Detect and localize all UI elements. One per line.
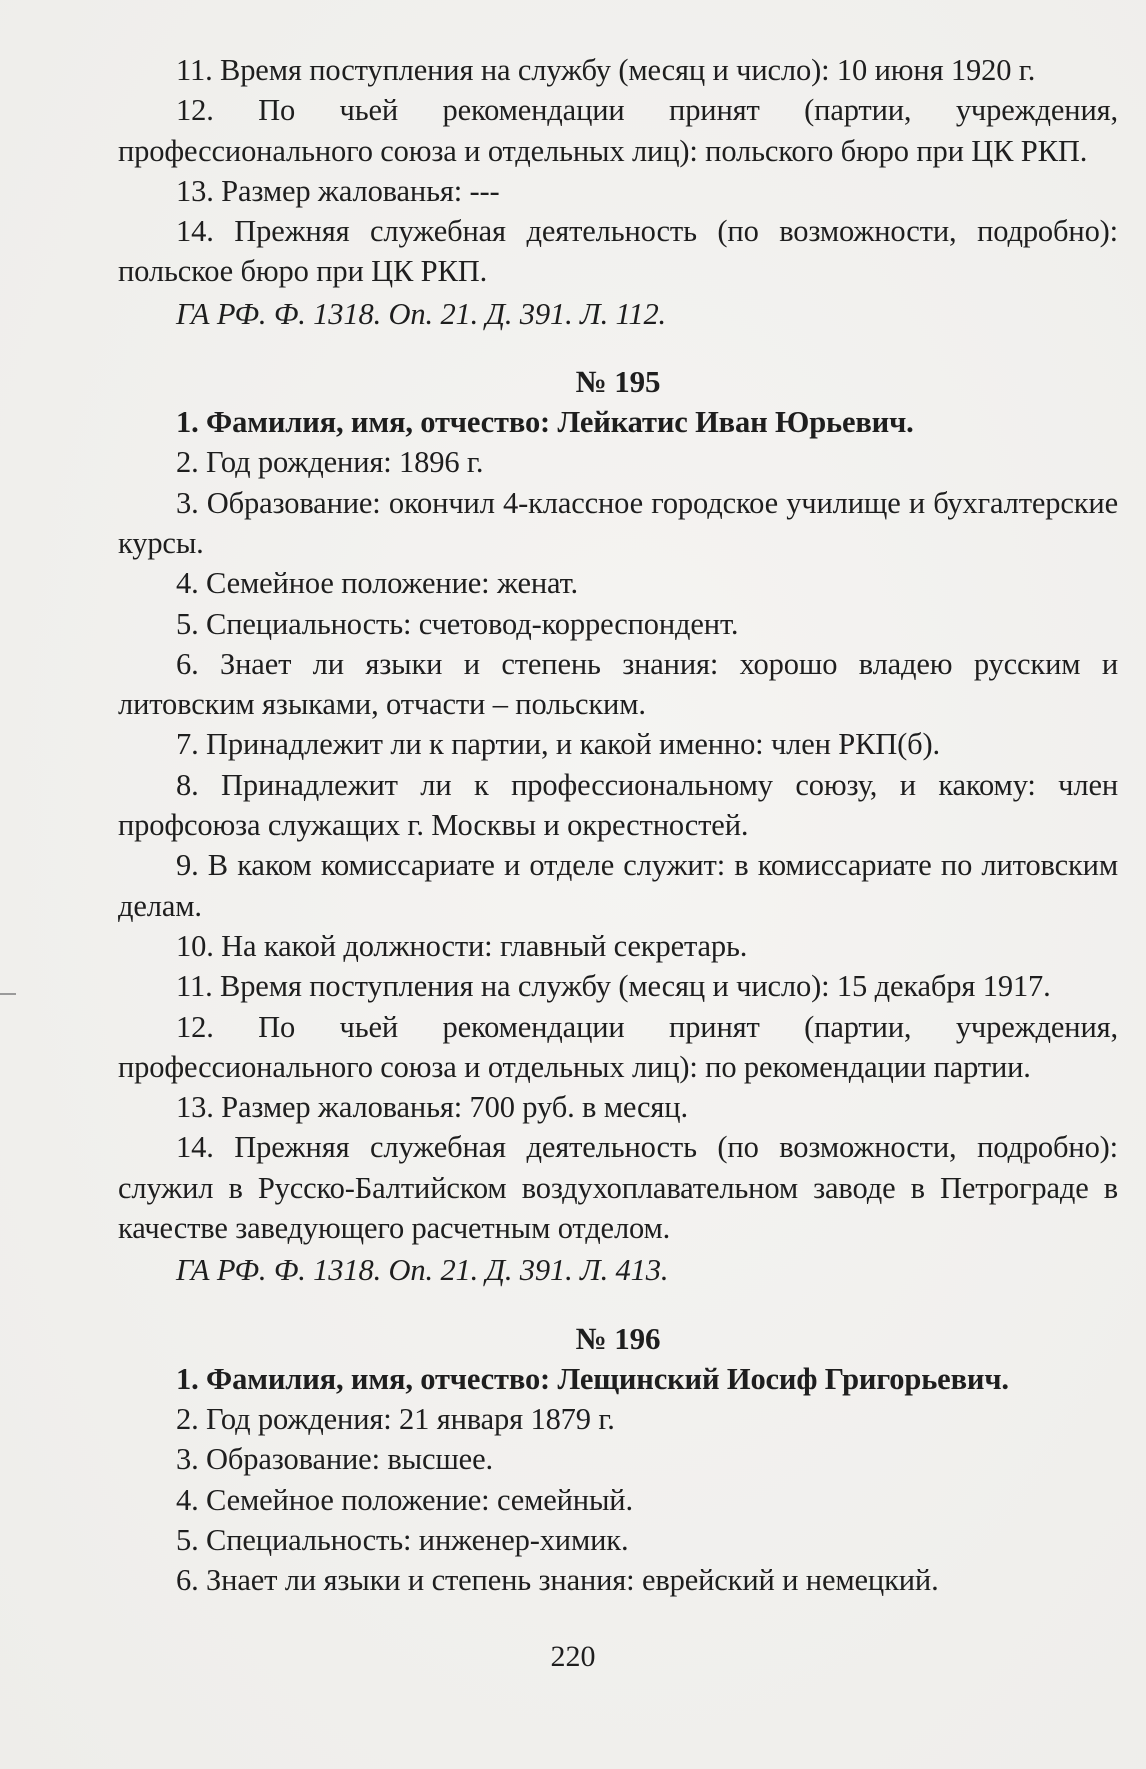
- doc195-item-12: 12. По чьей рекомендации принят (партии, учреждения, профессионального союза и отдельных лиц): по рекомендации партии.: [118, 1009, 1118, 1084]
- document-heading-196: № 196: [575, 1320, 661, 1356]
- doc195-item-8: 8. Принадлежит ли к профессиональному союзу, и какому: член профсоюза служащих г. Москвы и окрестностей.: [118, 767, 1118, 843]
- doc195-item-1: 1. Фамилия, имя, отчество: Лейкатис Иван Юрьевич.: [176, 405, 914, 440]
- doc195-item-14: 14. Прежняя служебная деятельность (по возможности, подробно): служил в Русско-Балтийском воздухоплавательном заводе в Петрограде в качестве заведующего расчетным отделом.: [118, 1130, 1118, 1246]
- doc196-item-2: 2. Год рождения: 21 января 1879 г.: [176, 1401, 615, 1436]
- doc195-item-7: 7. Принадлежит ли к партии, и какой именно: член РКП(б).: [176, 727, 941, 762]
- doc196-item-5: 5. Специальность: инженер-химик.: [176, 1522, 629, 1557]
- document-heading-195: № 195: [575, 364, 661, 400]
- doc195-item-2: 2. Год рождения: 1896 г.: [176, 445, 484, 480]
- doc195-item-4: 4. Семейное положение: женат.: [176, 566, 578, 601]
- doc195-item-11: 11. Время поступления на службу (месяц и число): 15 декабря 1917.: [176, 969, 1051, 1004]
- doc196-item-1: 1. Фамилия, имя, отчество: Лещинский Иосиф Григорьевич.: [176, 1361, 1009, 1396]
- doc195-item-6: 6. Знает ли языки и степень знания: хорошо владею русским и литовским языками, отчасти – польским.: [118, 646, 1118, 722]
- doc195-item-13: 13. Размер жалованья: 700 руб. в месяц.: [176, 1090, 688, 1125]
- top-item-14: 14. Прежняя служебная деятельность (по возможности, подробно): польское бюро при ЦК РКП.: [118, 214, 1118, 289]
- top-item-13: 13. Размер жалованья: ---: [176, 173, 500, 208]
- archive-source: ГА РФ. Ф. 1318. Оп. 21. Д. 391. Л. 112.: [176, 296, 667, 331]
- doc195-item-3: 3. Образование: окончил 4-классное городское училище и бухгалтерские курсы.: [118, 485, 1118, 560]
- doc195-item-5: 5. Специальность: счетовод-корреспондент.: [176, 606, 739, 641]
- scan-margin-mark: [0, 993, 16, 995]
- page-text: [118, 50, 1118, 1600]
- doc195-item-9: 9. В каком комиссариате и отделе служит: в комиссариате по литовским делам.: [118, 848, 1118, 923]
- top-item-11: 11. Время поступления на службу (месяц и число): 10 июня 1920 г.: [176, 53, 1036, 87]
- top-item-12: 12. По чьей рекомендации принят (партии, учреждения, профессионального союза и отдельных лиц): польского бюро при ЦК РКП.: [118, 93, 1118, 168]
- doc195-item-10: 10. На какой должности: главный секретарь.: [176, 928, 748, 963]
- doc196-item-6: 6. Знает ли языки и степень знания: еврейский и немецкий.: [176, 1563, 939, 1598]
- doc196-item-4: 4. Семейное положение: семейный.: [176, 1482, 633, 1517]
- doc196-item-3: 3. Образование: высшее.: [176, 1442, 493, 1477]
- doc195-archive-source: ГА РФ. Ф. 1318. Оп. 21. Д. 391. Л. 413.: [176, 1253, 669, 1288]
- page-number: 220: [550, 1640, 596, 1673]
